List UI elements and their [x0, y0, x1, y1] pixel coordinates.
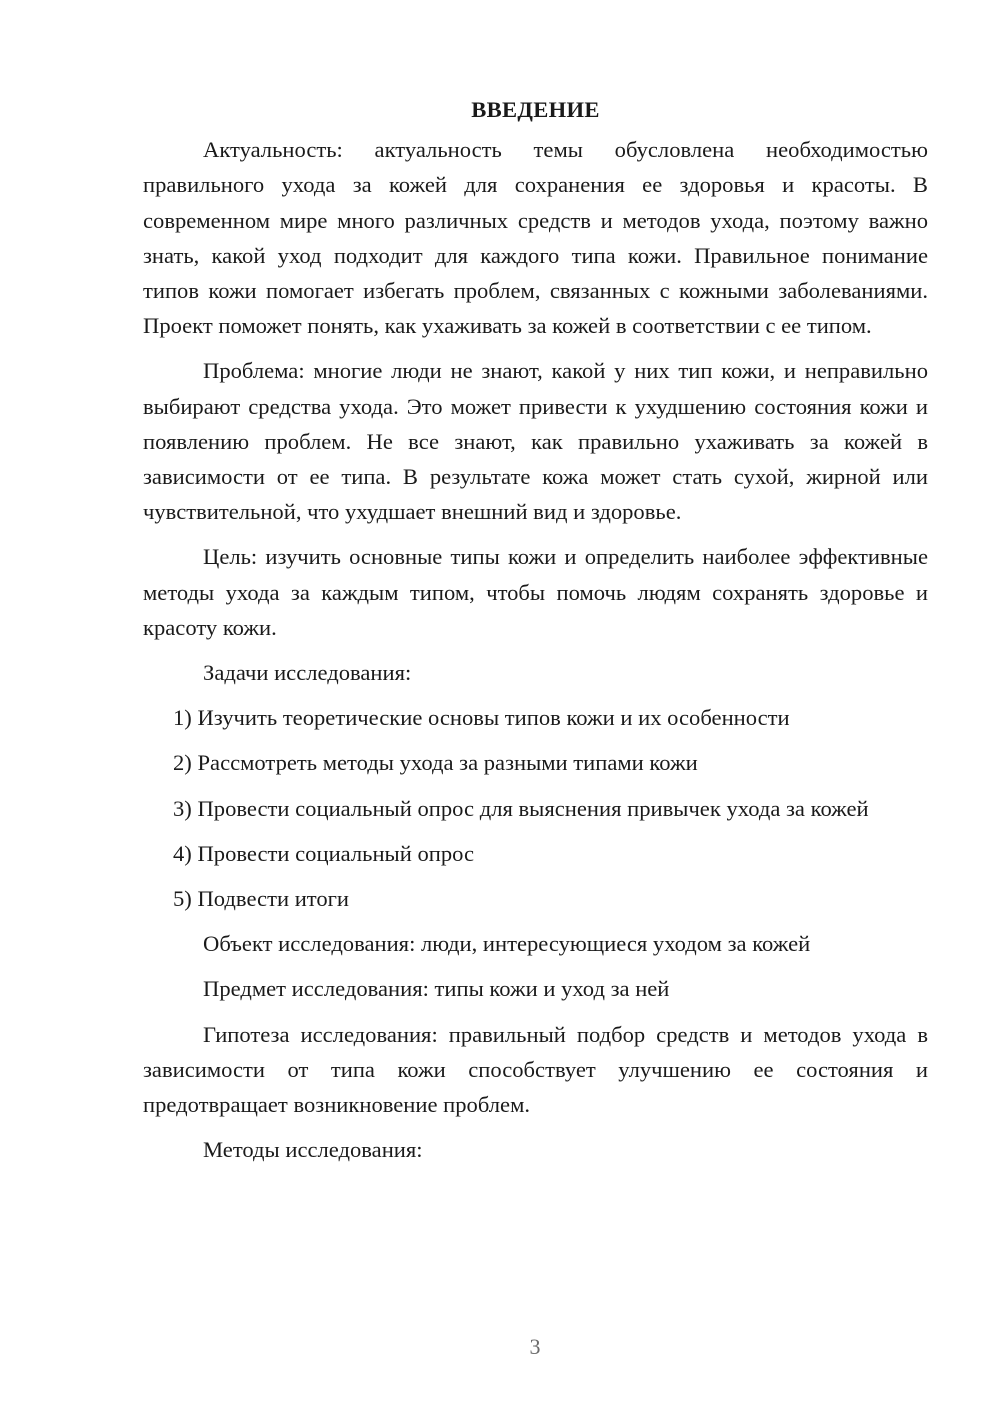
- tasks-heading: Задачи исследования:: [203, 660, 412, 686]
- research-object: Объект исследования: люди, интересующиеся уходом за кожей: [203, 931, 811, 957]
- hypothesis-paragraph: Гипотеза исследования: правильный подбор средств и методов ухода в зависимости от типа кожи способствует улучшению ее состояния и предотвращает возникновение проблем.: [143, 1021, 928, 1118]
- research-subject: Предмет исследования: типы кожи и уход за ней: [203, 976, 670, 1002]
- task-item-1: 1) Изучить теоретические основы типов кожи и их особенности: [173, 705, 790, 731]
- problem-paragraph: Проблема: многие люди не знают, какой у них тип кожи, и неправильно выбирают средства ухода. Это может привести к ухудшению состояния кожи и появлению проблем. Не все знают, как правильно ухаживать за кожей в зависимости от ее типа. В результате кожа может стать сухой, жирной или чувствительной, что ухудшает внешний вид и здоровье.: [143, 358, 928, 525]
- task-item-5: 5) Подвести итоги: [173, 886, 350, 912]
- relevance-paragraph: Актуальность: актуальность темы обусловлена необходимостью правильного ухода за кожей для сохранения ее здоровья и красоты. В современном мире много различных средств и методов ухода, поэтому важно знать, какой уход подходит для каждого типа кожи. Правильное понимание типов кожи помогает избегать проблем, связанных с кожными заболеваниями. Проект поможет понять, как ухаживать за кожей в соответствии с ее типом.: [143, 137, 928, 339]
- page-content: [143, 92, 928, 1177]
- page-number: 3: [529, 1334, 541, 1359]
- task-item-2: 2) Рассмотреть методы ухода за разными типами кожи: [173, 750, 698, 776]
- task-item-4: 4) Провести социальный опрос: [173, 840, 475, 866]
- goal-paragraph: Цель: изучить основные типы кожи и определить наиболее эффективные методы ухода за каждым типом, чтобы помочь людям сохранять здоровье и красоту кожи.: [143, 544, 928, 640]
- task-item-3: 3) Провести социальный опрос для выяснения привычек ухода за кожей: [173, 795, 869, 821]
- section-title: ВВЕДЕНИЕ: [471, 97, 600, 122]
- methods-heading: Методы исследования:: [203, 1137, 423, 1163]
